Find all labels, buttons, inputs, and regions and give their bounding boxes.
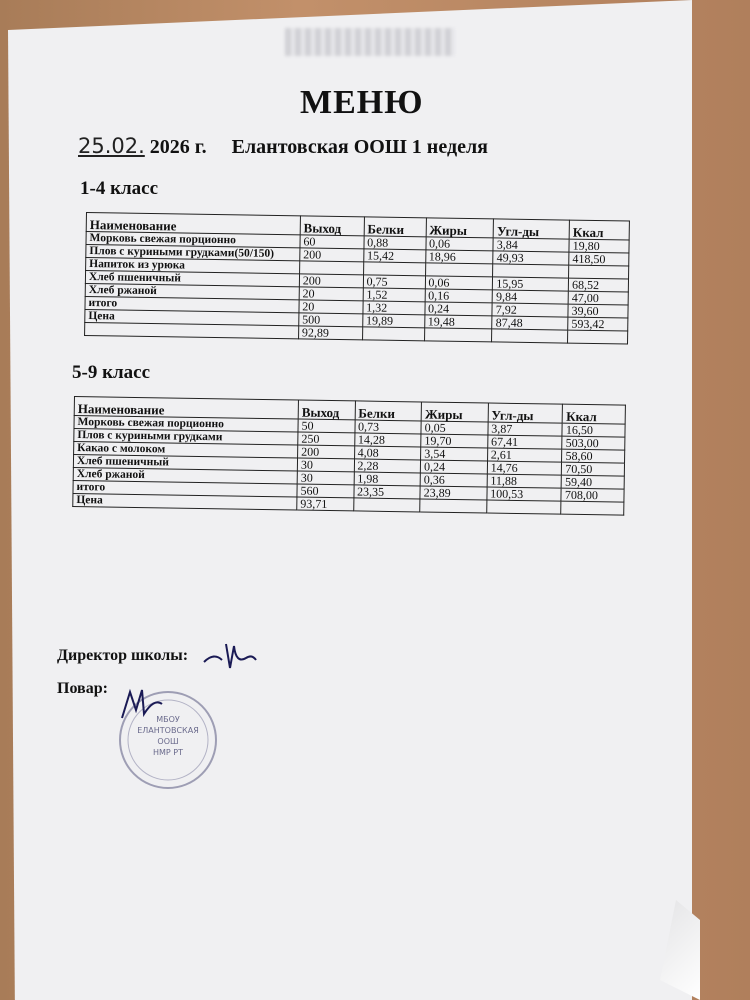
group1-label: 1-4 класс: [80, 178, 159, 199]
stamp-line-3: ООШ: [157, 737, 179, 746]
group2-label: 5-9 класс: [72, 362, 151, 383]
dish-name-cell: Плов с куриными грудками: [74, 429, 298, 446]
menu-table-5-9: [72, 396, 626, 516]
value-cell: 20: [299, 287, 363, 301]
school-stamp: [102, 688, 236, 792]
value-cell: 0,36: [420, 473, 487, 487]
stamp-line-4: НМР РТ: [153, 748, 183, 757]
value-cell: 2,61: [487, 448, 562, 462]
value-cell: 593,42: [568, 317, 628, 331]
value-cell: 500: [299, 313, 363, 327]
value-cell: [486, 500, 561, 514]
column-header: Ккал: [563, 404, 626, 424]
dish-name-cell: Цена: [85, 309, 299, 325]
value-cell: 19,70: [421, 434, 488, 448]
column-header: Наименование: [86, 213, 300, 235]
document-title: МЕНЮ: [300, 84, 424, 121]
dish-name-cell: Хлеб пшеничный: [85, 271, 299, 287]
value-cell: 503,00: [562, 436, 625, 450]
value-cell: [424, 328, 492, 342]
value-cell: [561, 501, 624, 515]
column-header: Жиры: [426, 218, 494, 238]
value-cell: 418,50: [569, 252, 629, 266]
dish-name-cell: Хлеб ржаной: [73, 467, 297, 484]
column-header: Наименование: [74, 397, 298, 420]
value-cell: 58,60: [562, 449, 625, 463]
dish-name-cell: Хлеб ржаной: [85, 283, 299, 299]
value-cell: 0,05: [421, 421, 488, 435]
column-header: Белки: [355, 401, 422, 421]
value-cell: 93,71: [297, 497, 354, 511]
value-cell: 4,08: [354, 446, 421, 460]
dish-name-cell: [85, 322, 299, 338]
value-cell: 47,00: [568, 291, 628, 305]
value-cell: 70,50: [562, 462, 625, 476]
column-header: Жиры: [421, 402, 488, 422]
column-header: Угл-ды: [493, 219, 569, 239]
value-cell: 1,98: [354, 472, 421, 486]
value-cell: 708,00: [561, 488, 624, 502]
value-cell: 250: [298, 432, 355, 446]
value-cell: 68,52: [568, 278, 628, 292]
value-cell: [568, 330, 628, 344]
value-cell: 0,16: [425, 289, 493, 303]
value-cell: 14,76: [487, 461, 562, 475]
value-cell: 200: [298, 445, 355, 459]
value-cell: 11,88: [487, 474, 562, 488]
value-cell: 200: [300, 248, 364, 262]
value-cell: [492, 329, 568, 343]
value-cell: 19,80: [569, 239, 629, 253]
dish-name-cell: итого: [85, 296, 299, 312]
value-cell: 20: [299, 300, 363, 314]
date-line: [78, 134, 488, 159]
value-cell: 3,84: [493, 238, 569, 252]
value-cell: 0,24: [420, 460, 487, 474]
value-cell: 0,73: [354, 420, 421, 434]
value-cell: 92,89: [298, 326, 362, 340]
value-cell: [353, 498, 420, 512]
value-cell: 23,35: [353, 485, 420, 499]
dish-name-cell: Цена: [73, 493, 297, 510]
value-cell: 2,28: [354, 459, 421, 473]
value-cell: 0,24: [424, 302, 492, 316]
value-cell: 19,48: [424, 315, 492, 329]
value-cell: [420, 499, 487, 513]
value-cell: 9,84: [492, 290, 568, 304]
column-header: Белки: [364, 217, 426, 237]
stamp-line-2: ЕЛАНТОВСКАЯ: [137, 726, 199, 735]
column-header: Выход: [298, 400, 355, 420]
value-cell: 0,06: [425, 237, 493, 251]
dish-name-cell: Хлеб пшеничный: [73, 455, 297, 472]
value-cell: 0,75: [363, 275, 425, 289]
value-cell: 30: [297, 458, 354, 472]
handwritten-date: 25.02.: [78, 134, 145, 158]
cook-label: Повар:: [57, 680, 108, 697]
value-cell: 60: [300, 235, 364, 249]
dish-name-cell: итого: [73, 480, 297, 497]
value-cell: 15,42: [363, 249, 425, 263]
dish-name-cell: Морковь свежая порционно: [86, 232, 300, 248]
value-cell: 16,50: [562, 423, 625, 437]
value-cell: 1,32: [363, 301, 425, 315]
column-header: Угл-ды: [488, 403, 563, 423]
value-cell: 67,41: [487, 435, 562, 449]
director-label: Директор школы:: [57, 647, 189, 664]
blurred-header-text: [285, 28, 455, 56]
value-cell: 100,53: [487, 487, 562, 501]
value-cell: 0,06: [425, 276, 493, 290]
value-cell: 3,87: [488, 422, 563, 436]
value-cell: 49,93: [493, 251, 569, 265]
value-cell: 50: [298, 419, 355, 433]
director-signature: [200, 638, 260, 672]
printed-year: 2026 г.: [149, 136, 207, 158]
column-header: Выход: [300, 216, 364, 236]
dish-name-cell: Плов с куриными грудками(50/150): [86, 245, 300, 261]
value-cell: 0,88: [364, 236, 426, 250]
value-cell: 30: [297, 471, 354, 485]
dish-name-cell: Какао с молоком: [74, 442, 298, 459]
value-cell: 560: [297, 484, 354, 498]
value-cell: 14,28: [354, 433, 421, 447]
stamp-line-1: МБОУ: [156, 715, 180, 724]
dish-name-cell: Напиток из урюка: [86, 258, 300, 274]
school-week: Елантовская ООШ 1 неделя: [231, 136, 488, 158]
value-cell: 59,40: [562, 475, 625, 489]
value-cell: 200: [299, 274, 363, 288]
value-cell: 7,92: [492, 303, 568, 317]
menu-table-1-4: [84, 212, 630, 345]
value-cell: [362, 327, 424, 341]
value-cell: 19,89: [362, 314, 424, 328]
value-cell: 18,96: [425, 250, 493, 264]
value-cell: 39,60: [568, 304, 628, 318]
value-cell: 23,89: [420, 486, 487, 500]
value-cell: 87,48: [492, 316, 568, 330]
dish-name-cell: Морковь свежая порционно: [74, 416, 298, 433]
value-cell: 15,95: [493, 277, 569, 291]
value-cell: 3,54: [421, 447, 488, 461]
column-header: Ккал: [569, 220, 629, 240]
value-cell: 1,52: [363, 288, 425, 302]
